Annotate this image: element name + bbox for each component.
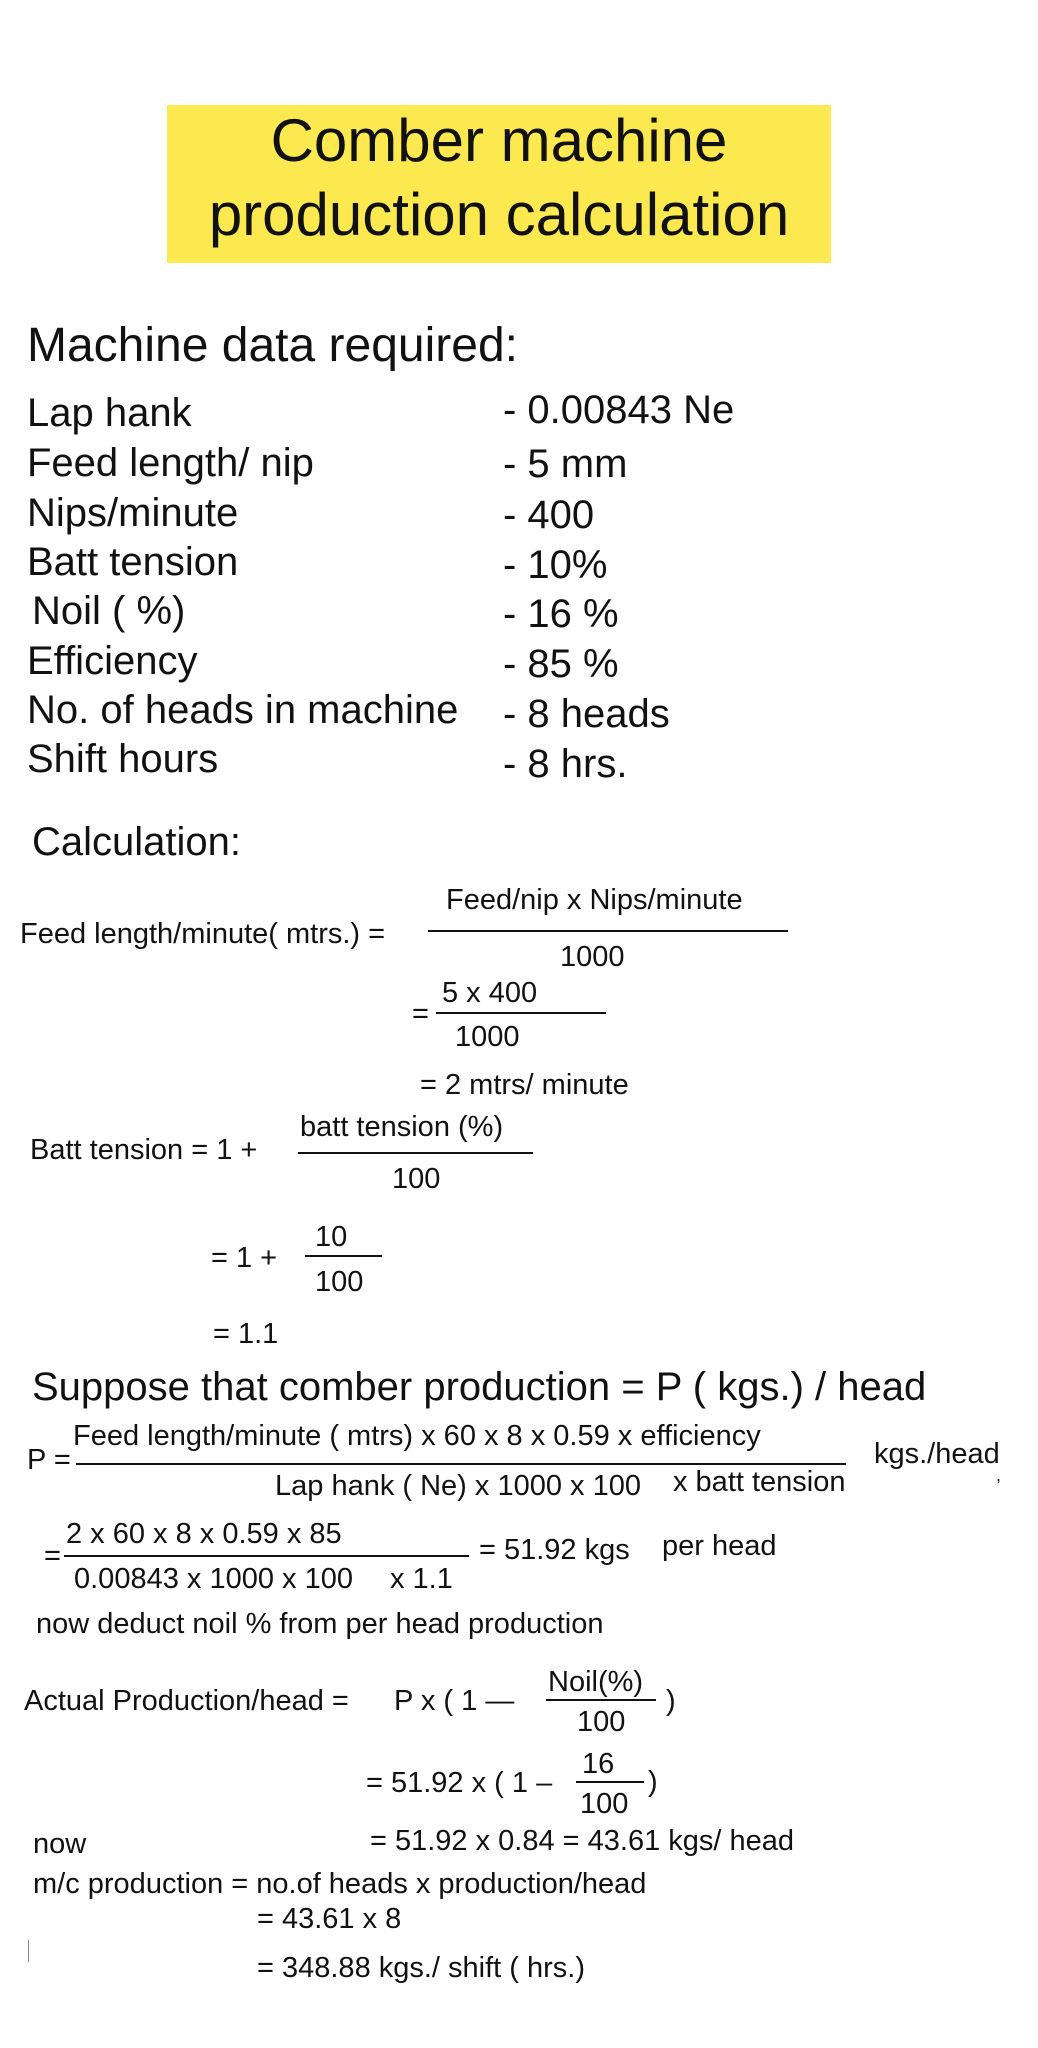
mc-line-3: = 348.88 kgs./ shift ( hrs.) <box>257 1952 586 1984</box>
deduct-note: now deduct noil % from per head production <box>36 1608 604 1640</box>
actual-close: ) <box>666 1685 676 1717</box>
data-value: - 0.00843 Ne <box>503 388 735 432</box>
feed-numerator-2: 5 x 400 <box>442 977 538 1009</box>
actual-line-2: = 51.92 x ( 1 – <box>366 1767 553 1799</box>
suppose-statement: Suppose that comber production = P ( kgs.) / head <box>32 1365 927 1409</box>
data-value: - 85 % <box>503 642 619 686</box>
fraction-bar <box>436 1012 606 1014</box>
data-value: - 16 % <box>503 592 619 636</box>
p-numerator: Feed length/minute ( mtrs) x 60 x 8 x 0.59 x efficiency <box>73 1420 761 1452</box>
feed-denominator-2: 1000 <box>455 1021 520 1053</box>
data-value: - 8 heads <box>503 692 670 736</box>
calculation-heading: Calculation: <box>32 820 242 864</box>
batt-denominator: 100 <box>392 1163 441 1195</box>
fraction-bar <box>298 1152 533 1154</box>
batt-numerator-2: 10 <box>315 1221 348 1253</box>
data-label: Noil ( %) <box>32 589 186 633</box>
p-denominator-batt: x batt tension <box>673 1466 846 1498</box>
p-denominator: Lap hank ( Ne) x 1000 x 100 <box>275 1470 641 1502</box>
batt-lhs: Batt tension = 1 + <box>30 1134 258 1166</box>
feed-denominator: 1000 <box>560 941 625 973</box>
pvalue-denominator: 0.00843 x 1000 x 100 <box>74 1563 353 1595</box>
fraction-bar <box>76 1463 846 1465</box>
actual-numerator-2: 16 <box>582 1748 615 1780</box>
title-line-1: Comber machine <box>270 107 728 174</box>
stray-mark: , <box>996 1465 1002 1485</box>
actual-denominator: 100 <box>577 1706 626 1738</box>
batt-numerator: batt tension (%) <box>300 1111 504 1143</box>
feed-result: = 2 mtrs/ minute <box>420 1069 629 1101</box>
title-line-2: production calculation <box>208 181 790 248</box>
mc-line-2: = 43.61 x 8 <box>257 1903 402 1935</box>
fraction-bar <box>546 1699 656 1701</box>
title-banner <box>167 105 831 263</box>
p-lhs: P = <box>27 1444 71 1476</box>
feed-lhs: Feed length/minute( mtrs.) = <box>20 918 386 950</box>
data-value: - 10% <box>503 543 608 587</box>
actual-expr: P x ( 1 — <box>394 1685 515 1717</box>
actual-numerator: Noil(%) <box>548 1666 644 1698</box>
feed-eq: = <box>412 998 429 1030</box>
data-label: Batt tension <box>27 540 239 584</box>
data-label: Efficiency <box>27 639 198 683</box>
data-label: No. of heads in machine <box>27 688 459 732</box>
pvalue-denominator-batt: x 1.1 <box>390 1563 453 1595</box>
now-label: now <box>33 1828 87 1860</box>
machine-data-heading: Machine data required: <box>27 319 518 372</box>
batt-denominator-2: 100 <box>315 1266 364 1298</box>
pvalue-eq: = <box>44 1540 61 1572</box>
pvalue-numerator: 2 x 60 x 8 x 0.59 x 85 <box>66 1518 342 1550</box>
actual-lhs: Actual Production/head = <box>24 1685 349 1717</box>
p-unit: kgs./head <box>874 1438 1000 1470</box>
actual-denominator-2: 100 <box>580 1788 629 1820</box>
data-label: Shift hours <box>27 737 219 781</box>
fraction-bar <box>305 1255 382 1257</box>
data-value: - 8 hrs. <box>503 742 628 786</box>
fraction-bar <box>428 930 788 932</box>
data-value: - 400 <box>503 493 595 537</box>
batt-eq-2: = 1 + <box>211 1242 278 1274</box>
data-label: Nips/minute <box>27 491 239 535</box>
fraction-bar <box>64 1555 469 1557</box>
data-label: Lap hank <box>27 391 192 435</box>
per-head-result: = 51.92 x 0.84 = 43.61 kgs/ head <box>370 1825 795 1857</box>
pvalue-result: = 51.92 kgs <box>479 1534 630 1566</box>
mc-formula: m/c production = no.of heads x production/head <box>33 1868 647 1900</box>
text-caret <box>28 1940 29 1962</box>
fraction-bar <box>576 1781 644 1783</box>
data-label: Feed length/ nip <box>27 441 314 485</box>
feed-numerator: Feed/nip x Nips/minute <box>446 884 743 916</box>
pvalue-suffix: per head <box>662 1530 777 1562</box>
data-value: - 5 mm <box>503 442 628 486</box>
batt-result: = 1.1 <box>213 1318 279 1350</box>
actual-close-2: ) <box>648 1766 658 1798</box>
